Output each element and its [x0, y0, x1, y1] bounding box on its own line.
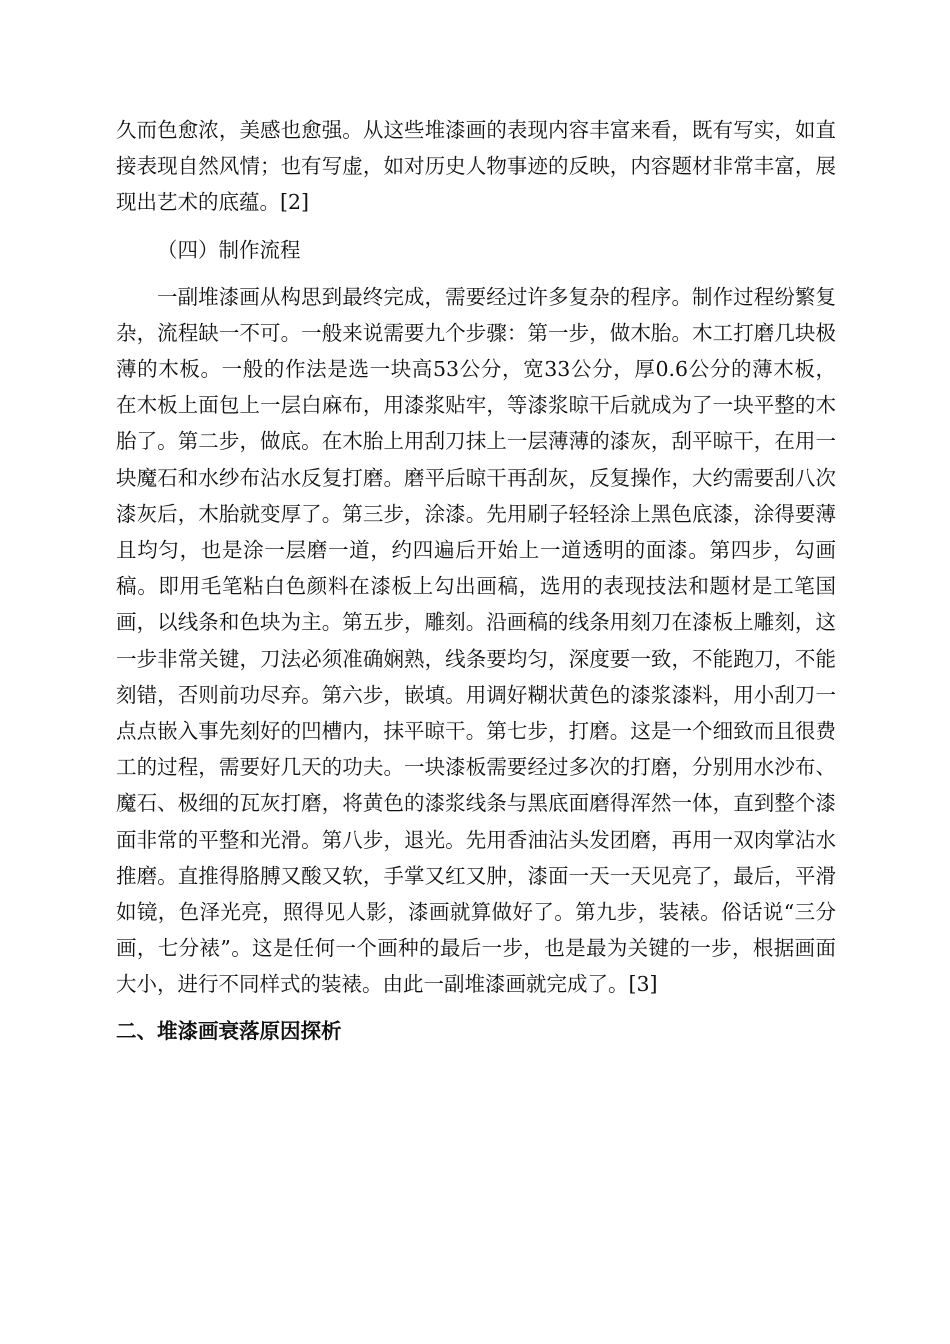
paragraph-continued: 久而色愈浓，美感也愈强。从这些堆漆画的表现内容丰富来看，既有写实，如直接表现自然风情；也有写虚，如对历史人物事迹的反映，内容题材非常丰富，展现出艺术的底蕴。[2]	[116, 118, 836, 215]
paragraph-production-process: 一副堆漆画从构思到最终完成，需要经过许多复杂的程序。制作过程纷繁复杂，流程缺一不可。一般来说需要九个步骤：第一步，做木胎。木工打磨几块极薄的木板。一般的作法是选一块高53公分，宽33公分，厚0.6公分的薄木板，在木板上面包上一层白麻布，用漆浆贴牢，等漆浆晾干后就成为了一块平整的木胎了。第二步，做底。在木胎上用刮刀抹上一层薄薄的漆灰，刮平晾干，在用一块魔石和水纱布沾水反复打磨。磨平后晾干再刮灰，反复操作，大约需要刮八次漆灰后，木胎就变厚了。第三步，涂漆。先用刷子轻轻涂上黑色底漆，涂得要薄且均匀，也是涂一层磨一道，约四遍后开始上一道透明的面漆。第四步，勾画稿。即用毛笔粘白色颜料在漆板上勾出画稿，选用的表现技法和题材是工笔国画，以线条和色块为主。第五步，雕刻。沿画稿的线条用刻刀在漆板上雕刻，这一步非常关键，刀法必须准确娴熟，线条要均匀，深度要一致，不能跑刀，不能刻错，否则前功尽弃。第六步，嵌填。用调好糊状黄色的漆浆漆料，用小刮刀一点点嵌入事先刻好的凹槽内，抹平晾干。第七步，打磨。这是一个细致而且很费工的过程，需要好几天的功夫。一块漆板需要经过多次的打磨，分别用水沙布、魔石、极细的瓦灰打磨，将黄色的漆浆线条与黑底面磨得浑然一体，直到整个漆面非常的平整和光滑。第八步，退光。先用香油沾头发团磨，再用一双肉掌沾水推磨。直推得胳膊又酸又软，手掌又红又肿，漆面一天一天见亮了，最后，平滑如镜，色泽光亮，照得见人影，漆画就算做好了。第九步，装裱。俗话说“三分画，七分裱”。这是任何一个画种的最后一步，也是最为关键的一步，根据画面大小，进行不同样式的装裱。由此一副堆漆画就完成了。[3]	[116, 284, 836, 997]
document-page	[116, 112, 836, 1049]
subheading-production-process: （四）制作流程	[157, 237, 301, 262]
section-heading-decline-causes: 二、堆漆画衰落原因探析	[116, 1018, 342, 1043]
